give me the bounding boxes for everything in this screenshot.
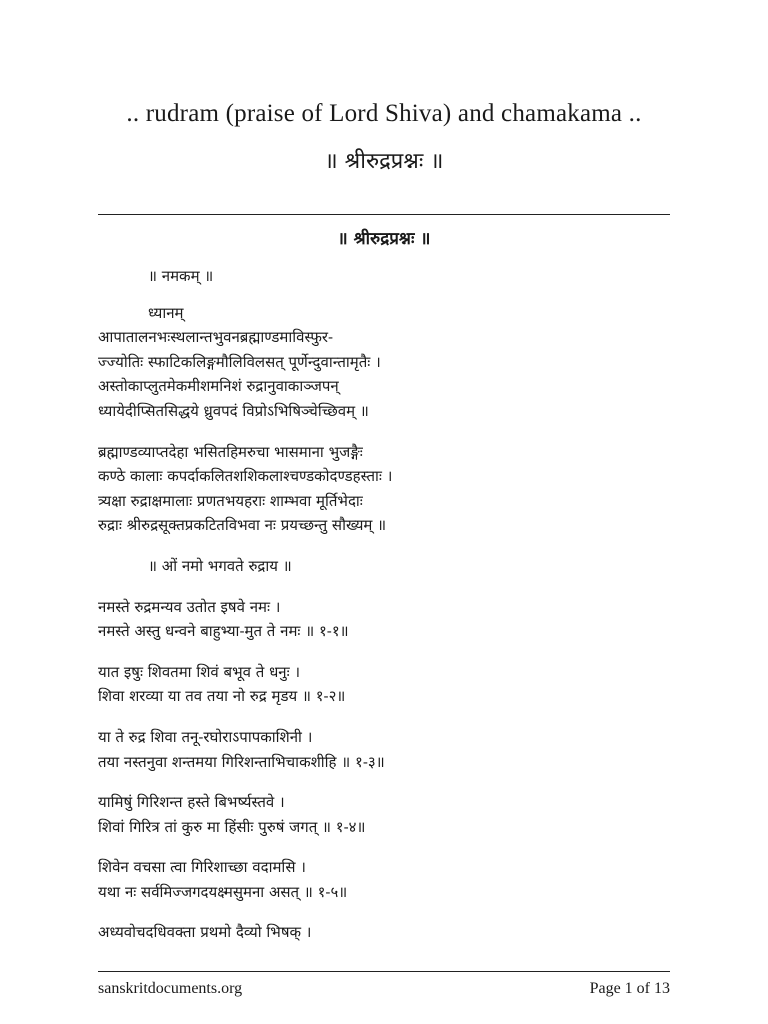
verse-line: आपातालनभःस्थलान्तभुवनब्रह्माण्डमाविस्फुर- (98, 328, 334, 347)
top-divider (98, 214, 670, 215)
dhyanam-verse-1 (98, 325, 670, 423)
verse-line: रुद्राः श्रीरुद्रसूक्तप्रकटितविभवा नः प्रयच्छन्तु सौख्यम् ॥ (98, 516, 387, 535)
footer-divider (98, 971, 670, 972)
verse-1-1 (98, 595, 670, 644)
verse-1-5 (98, 855, 670, 904)
verse-line: नमस्ते अस्तु धन्वने बाहुभ्या-मुत ते नमः ॥ १-१॥ (98, 622, 349, 641)
verse-line: तया नस्तनुवा शन्तमया गिरिशन्ताभिचाकशीहि ॥ १-३॥ (98, 752, 385, 771)
verse-line: ज्ज्योतिः स्फाटिकलिङ्गमौलिविलसत् पूर्णेन्दुवान्तामृतैः । (98, 352, 381, 371)
verse-line: यथा नः सर्वमिज्जगदयक्ष्मसुमना असत् ॥ १-५॥ (98, 882, 348, 901)
verse-1-2 (98, 660, 670, 709)
verse-line: शिवा शरव्या या तव तया नो रुद्र मृडय ॥ १-२॥ (98, 687, 346, 706)
text-body (98, 264, 670, 945)
verse-1-4 (98, 790, 670, 839)
verse-line: अस्तोकाप्लुतमेकमीशमनिशं रुद्रानुवाकाञ्जपन् (98, 377, 339, 396)
verse-line: ध्यायेदीप्सितसिद्धये ध्रुवपदं विप्रोऽभिषिञ्चेच्छिवम् ॥ (98, 401, 369, 420)
dhyanam-verse-2 (98, 440, 670, 538)
verse-line: कण्ठे कालाः कपर्दाकलितशशिकलाश्चण्डकोदण्डहस्ताः । (98, 467, 393, 486)
dhyanam-label: ध्यानम् (148, 303, 184, 322)
verse-line: त्र्यक्षा रुद्राक्षमालाः प्रणतभयहराः शाम्भवा मूर्तिभेदाः (98, 491, 363, 510)
namakam-label: ॥ नमकम् ॥ (148, 267, 214, 285)
verse-line: अध्यवोचदधिवक्ता प्रथमो दैव्यो भिषक् । (98, 923, 312, 942)
document-subtitle: ॥ श्रीरुद्रप्रश्नः ॥ (324, 149, 444, 174)
invocation-line: ॥ ओं नमो भगवते रुद्राय ॥ (148, 556, 292, 575)
verse-line: शिवेन वचसा त्वा गिरिशाच्छा वदामसि । (98, 858, 306, 877)
verse-line: यात इषुः शिवतमा शिवं बभूव ते धनुः । (98, 662, 301, 681)
verse-line: नमस्ते रुद्रमन्यव उतोत इषवे नमः । (98, 597, 281, 616)
page-number: Page 1 of 13 (589, 980, 670, 997)
verse-line: ब्रह्माण्डव्याप्तदेहा भसितहिमरुचा भासमाना भुजङ्गैः (98, 442, 363, 461)
verse-line: शिवां गिरित्र तां कुरु मा हिंसीः पुरुषं जगत् ॥ १-४॥ (98, 817, 366, 836)
document-title: .. rudram (praise of Lord Shiva) and chamakama .. (126, 100, 642, 127)
verse-1-3 (98, 725, 670, 774)
footer-site: sanskritdocuments.org (98, 980, 243, 997)
verse-line: यामिषुं गिरिशन्त हस्ते बिभर्ष्यस्तवे । (98, 793, 285, 812)
page-footer (98, 980, 670, 998)
verse-line: या ते रुद्र शिवा तनू-रघोराऽपापकाशिनी । (98, 727, 313, 746)
section-heading: ॥ श्रीरुद्रप्रश्नः ॥ (337, 229, 431, 249)
